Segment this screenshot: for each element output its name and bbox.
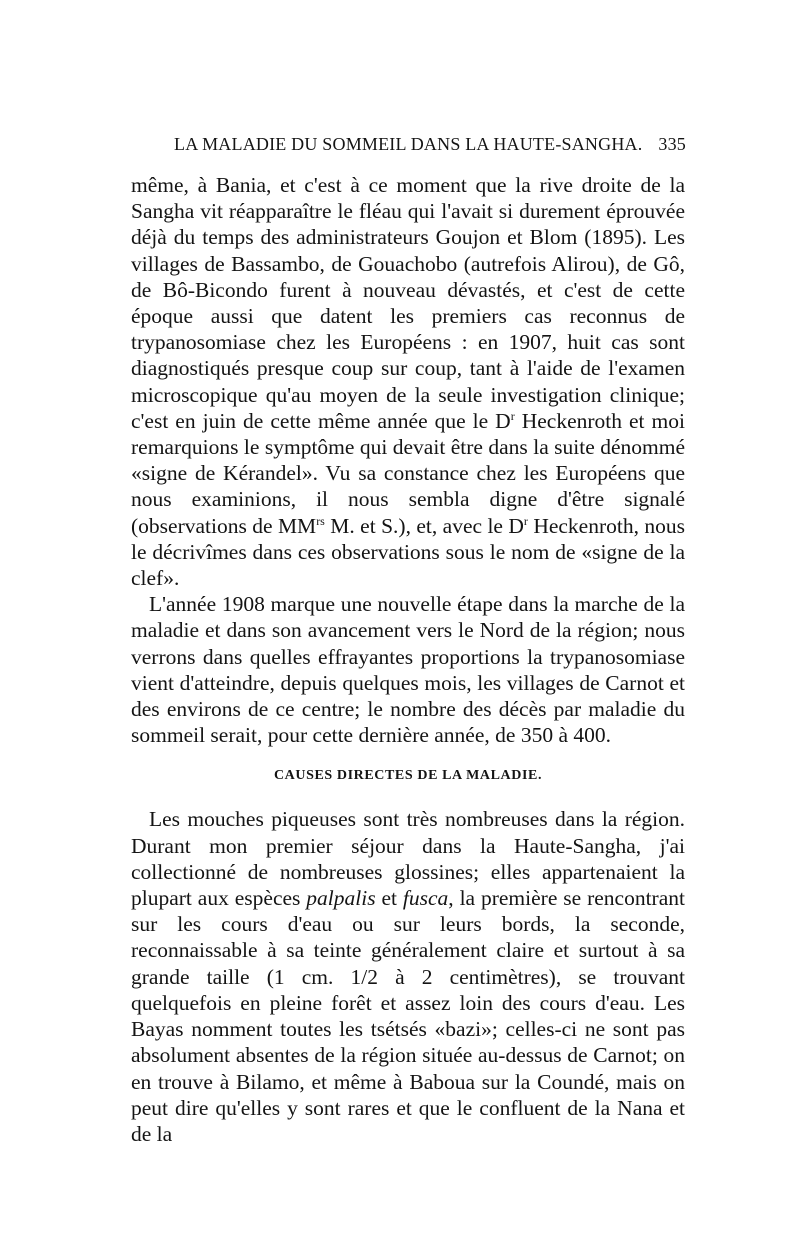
- paragraph-text: et: [375, 886, 403, 911]
- running-head: [174, 134, 686, 155]
- paragraph-text: Heckenroth, nous le décrivîmes dans ces observations sous le nom de «signe de la clef».: [131, 513, 686, 591]
- section-heading: CAUSES DIRECTES DE LA MALADIE.: [273, 768, 543, 784]
- species-name-fusca: fusca: [402, 886, 449, 911]
- superscript: r: [510, 408, 515, 423]
- paragraph-1908: L'année 1908 marque une nouvelle étape dans la marche de la maladie et dans son avancement vers le Nord de la région; nous verrons dans quelles effrayantes proportions la trypanosomiase vient d'atteindre, depuis quelques mois, les villages de Carnot et des environs de ce centre; le nombre des décès par maladie du sommeil serait, pour cette dernière année, de 350 à 400.: [131, 592, 685, 748]
- paragraph-text: , la première se rencontrant sur les cours d'eau ou sur leurs bords, la seconde, reconnaissable à sa teinte généralement claire et surtout à sa grande taille (1 cm. 1/2 à 2 centimètres), se trouvant quelquefois en pleine forêt et assez loin des cours d'eau. Les Bayas nomment toutes les tsétsés «bazi»; celles-ci ne sont pas absolument absentes de la région située au-dessus de Carnot; on en trouve à Bilamo, et même à Baboua sur la Coundé, mais on peut dire qu'elles y sont rares et que le confluent de la Nana et de la: [131, 886, 685, 1146]
- superscript: rs: [316, 513, 325, 528]
- paragraph-text: même, à Bania, et c'est à ce moment que la rive droite de la Sangha vit réapparaître le fléau qui l'avait si durement éprouvée déjà du temps des administrateurs Goujon et Blom (1895). Les villages de Bassambo, de Gouachobo (autrefois Alirou), de Gô, de Bô-Bicondo furent à nouveau dévastés, et c'est de cette époque aussi que datent les premiers cas reconnus de trypanosomiase chez les Européens : en 1907, huit cas sont diagnostiqués presque coup sur coup, tant à l'aide de l'examen microscopique qu'au moyen de la seule investigation clinique; c'est en juin de cette même année que le D: [131, 173, 685, 433]
- paragraph-text: Les mouches piqueuses sont très nombreuses dans la région. Durant mon premier séjour dans la Haute-Sangha, j'ai collectionné de nombreuses glossines; elles appartenaient la plupart aux espèces: [131, 807, 685, 911]
- body-text: [131, 172, 685, 1147]
- paragraph-text: Heckenroth et moi remarquions le symptôme qui devait être dans la suite dénommé «signe de Kérandel». Vu sa constance chez les Européens que nous examinions, il nous sembla digne d'être signalé (observations de MM: [131, 408, 685, 538]
- superscript: r: [523, 513, 528, 528]
- page-number: 335: [658, 134, 686, 154]
- paragraph-text: M. et S.), et, avec le D: [324, 513, 524, 538]
- running-head-title: LA MALADIE DU SOMMEIL DANS LA HAUTE-SANGHA.: [174, 134, 643, 154]
- paragraph-causes: [131, 806, 685, 1147]
- species-name-palpalis: palpalis: [306, 886, 376, 911]
- paragraph-continuation: [131, 172, 685, 591]
